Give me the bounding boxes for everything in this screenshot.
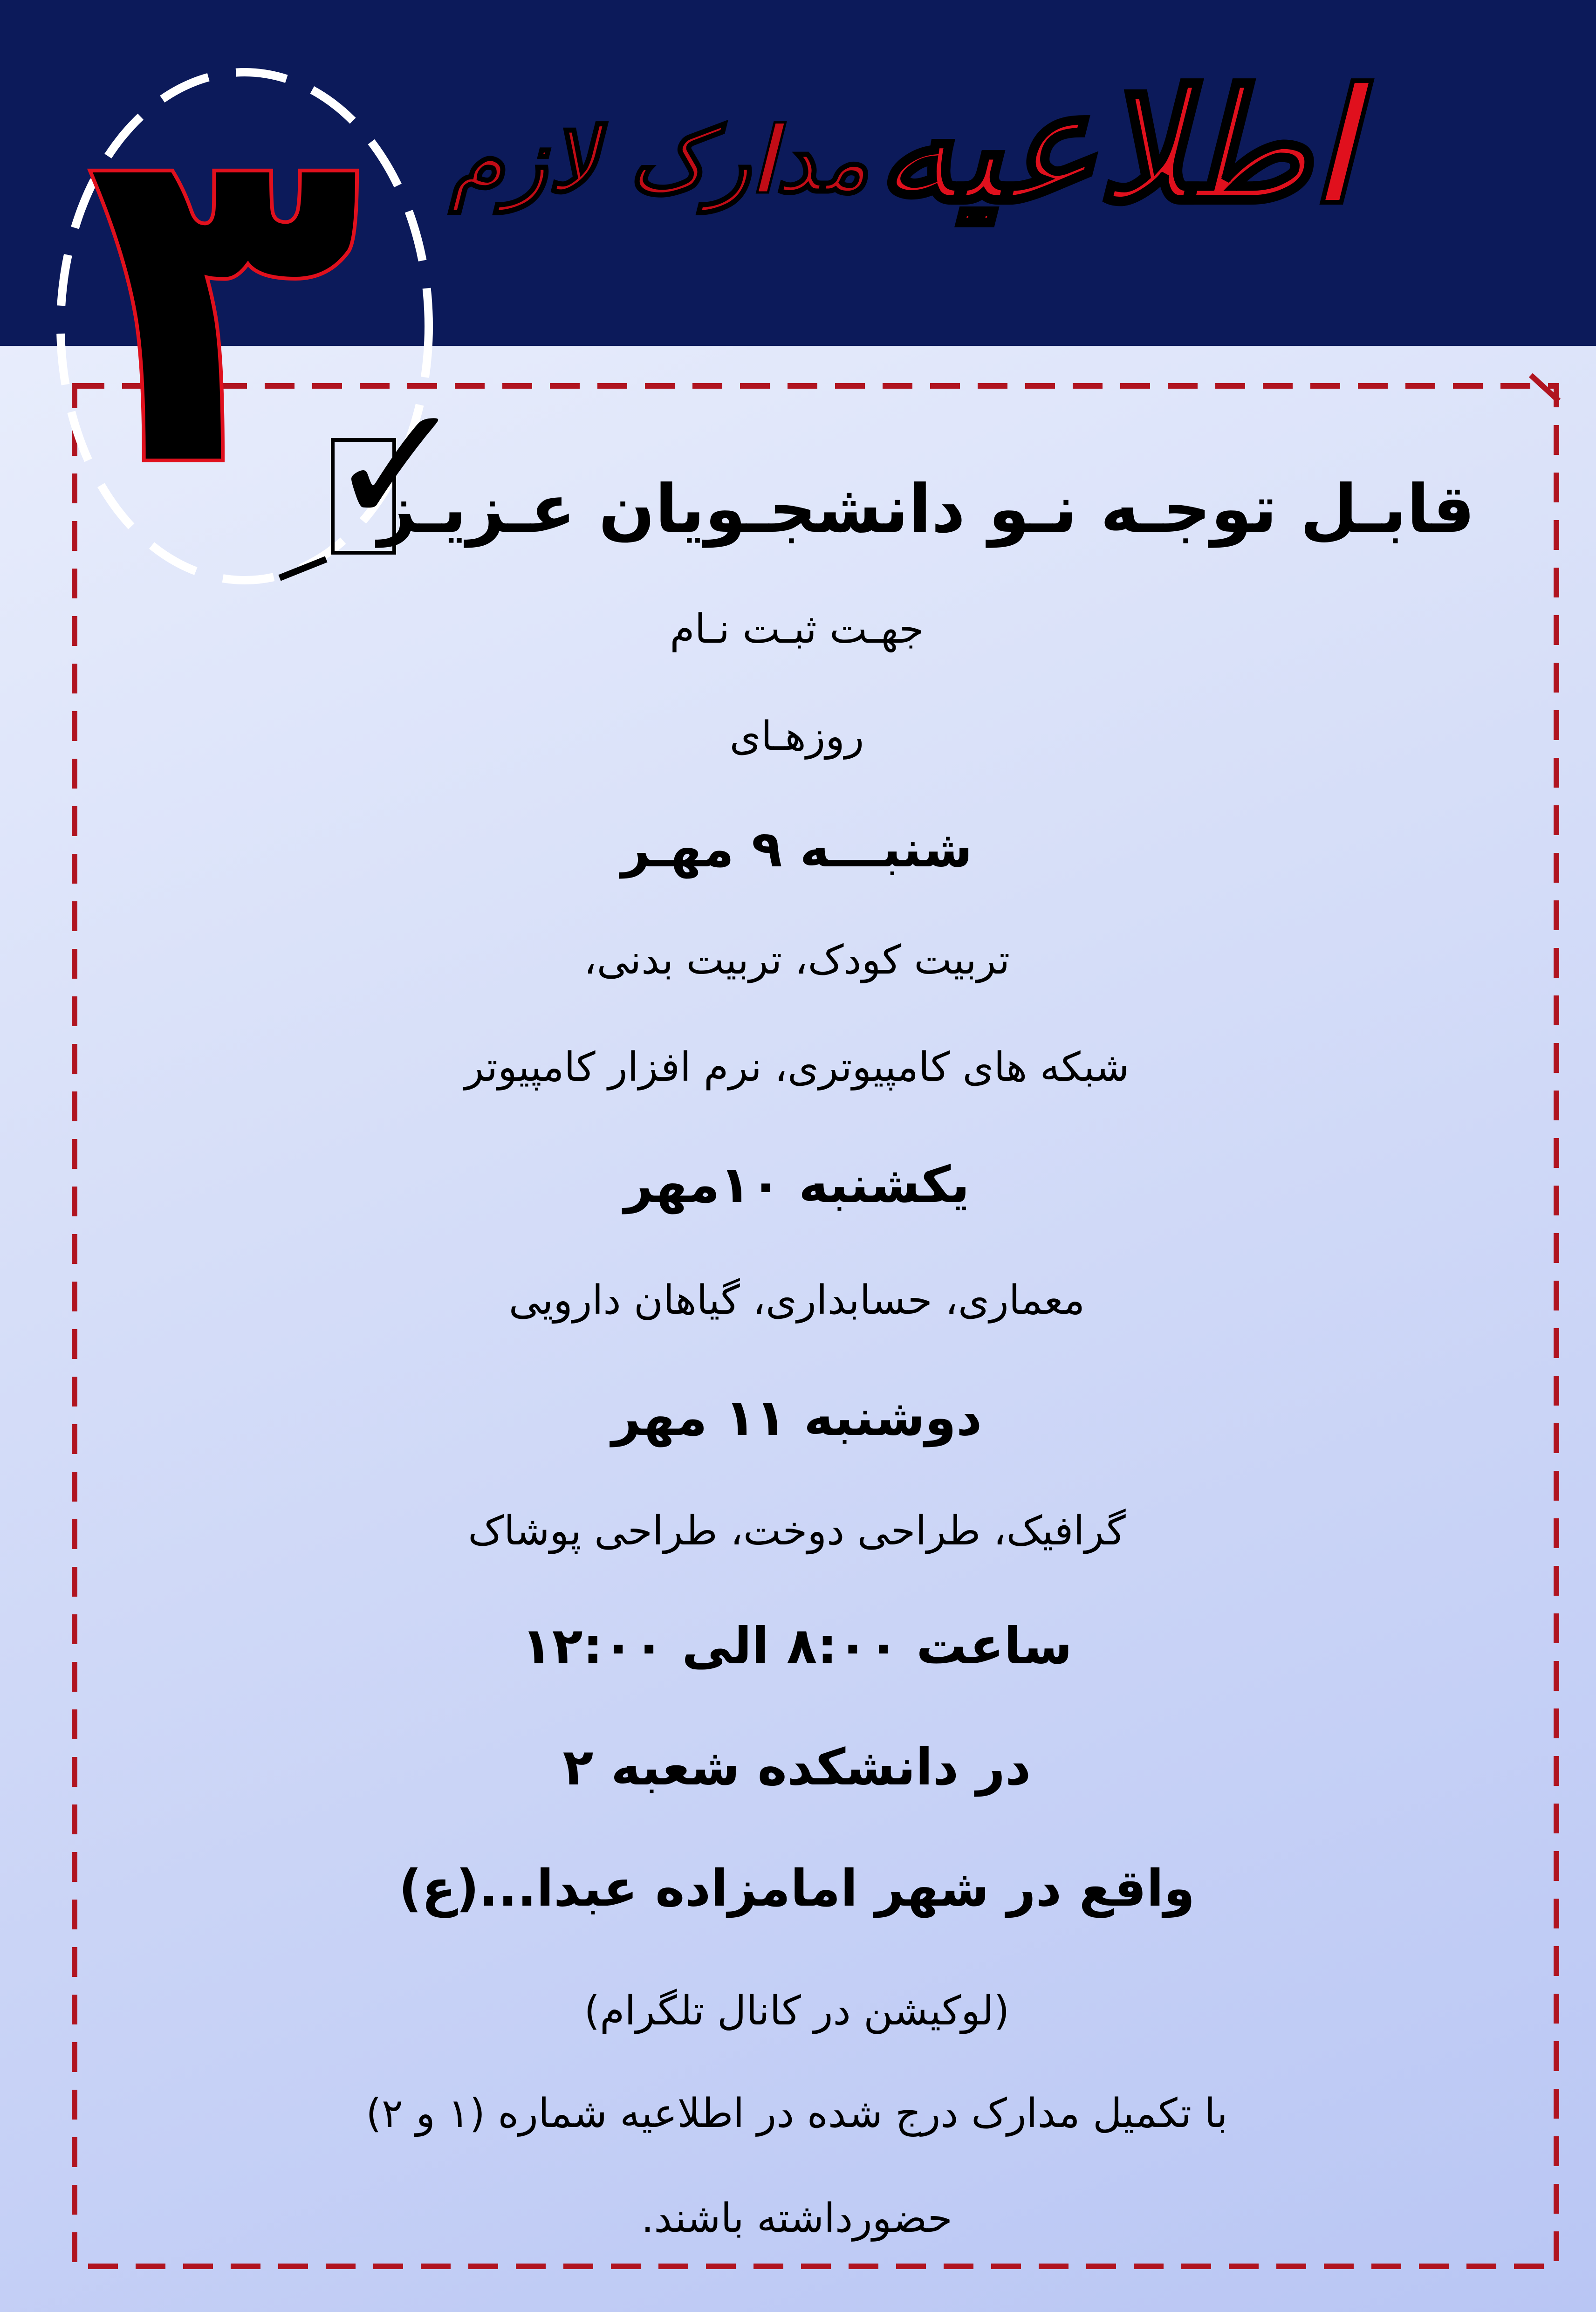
notice-documents-line: با تکمیل مدارک درج شده در اطلاعیه شماره (۱ و ۲) xyxy=(366,2090,1228,2137)
notice-majors-monday: گرافیک، طراحی دوخت، طراحی پوشاک xyxy=(468,1508,1126,1554)
notice-day-saturday: شنبـــه ۹ مهـر xyxy=(621,820,973,878)
notice-location-telegram: (لوکیشن در کانال تلگرام) xyxy=(584,1988,1010,2034)
notice-location-branch: در دانشکده شعبه ۲ xyxy=(562,1738,1031,1797)
notice-line-days: روزهـای xyxy=(729,713,864,760)
notice-title: اطلاعیه xyxy=(876,57,1354,236)
notice-heading: قابـل توجـه نـو دانشجـویان عـزیـز xyxy=(377,471,1475,548)
notice-day-monday: دوشنبه ۱۱ مهر xyxy=(611,1389,982,1447)
announcement-number: ۳ xyxy=(84,37,363,569)
border-corner-mark xyxy=(1531,375,1559,401)
notice-majors-sunday: معماری، حسابداری، گیاهان دارویی xyxy=(508,1277,1085,1324)
notice-attendance-line: حضورداشته باشند. xyxy=(641,2195,952,2242)
notice-majors-saturday-2: شبکه های کامپیوتری، نرم افزار کامپیوتر xyxy=(464,1044,1130,1091)
notice-line-registration: جهـت ثبـت نـام xyxy=(670,606,924,652)
notice-day-sunday: یکشنبه ۱۰مهر xyxy=(624,1156,970,1214)
dashed-border xyxy=(75,386,1556,2266)
notice-location-city: واقع در شهر امامزاده عبدا...(ع) xyxy=(398,1859,1195,1918)
notice-subtitle: مدارک لازم xyxy=(450,109,869,212)
notice-majors-saturday-1: تربیت کودک، تربیت بدنی، xyxy=(583,937,1010,983)
notice-hours: ساعت ۸:۰۰ الی ۱۲:۰۰ xyxy=(521,1617,1073,1675)
checkmark-icon: ✓ xyxy=(326,368,467,563)
